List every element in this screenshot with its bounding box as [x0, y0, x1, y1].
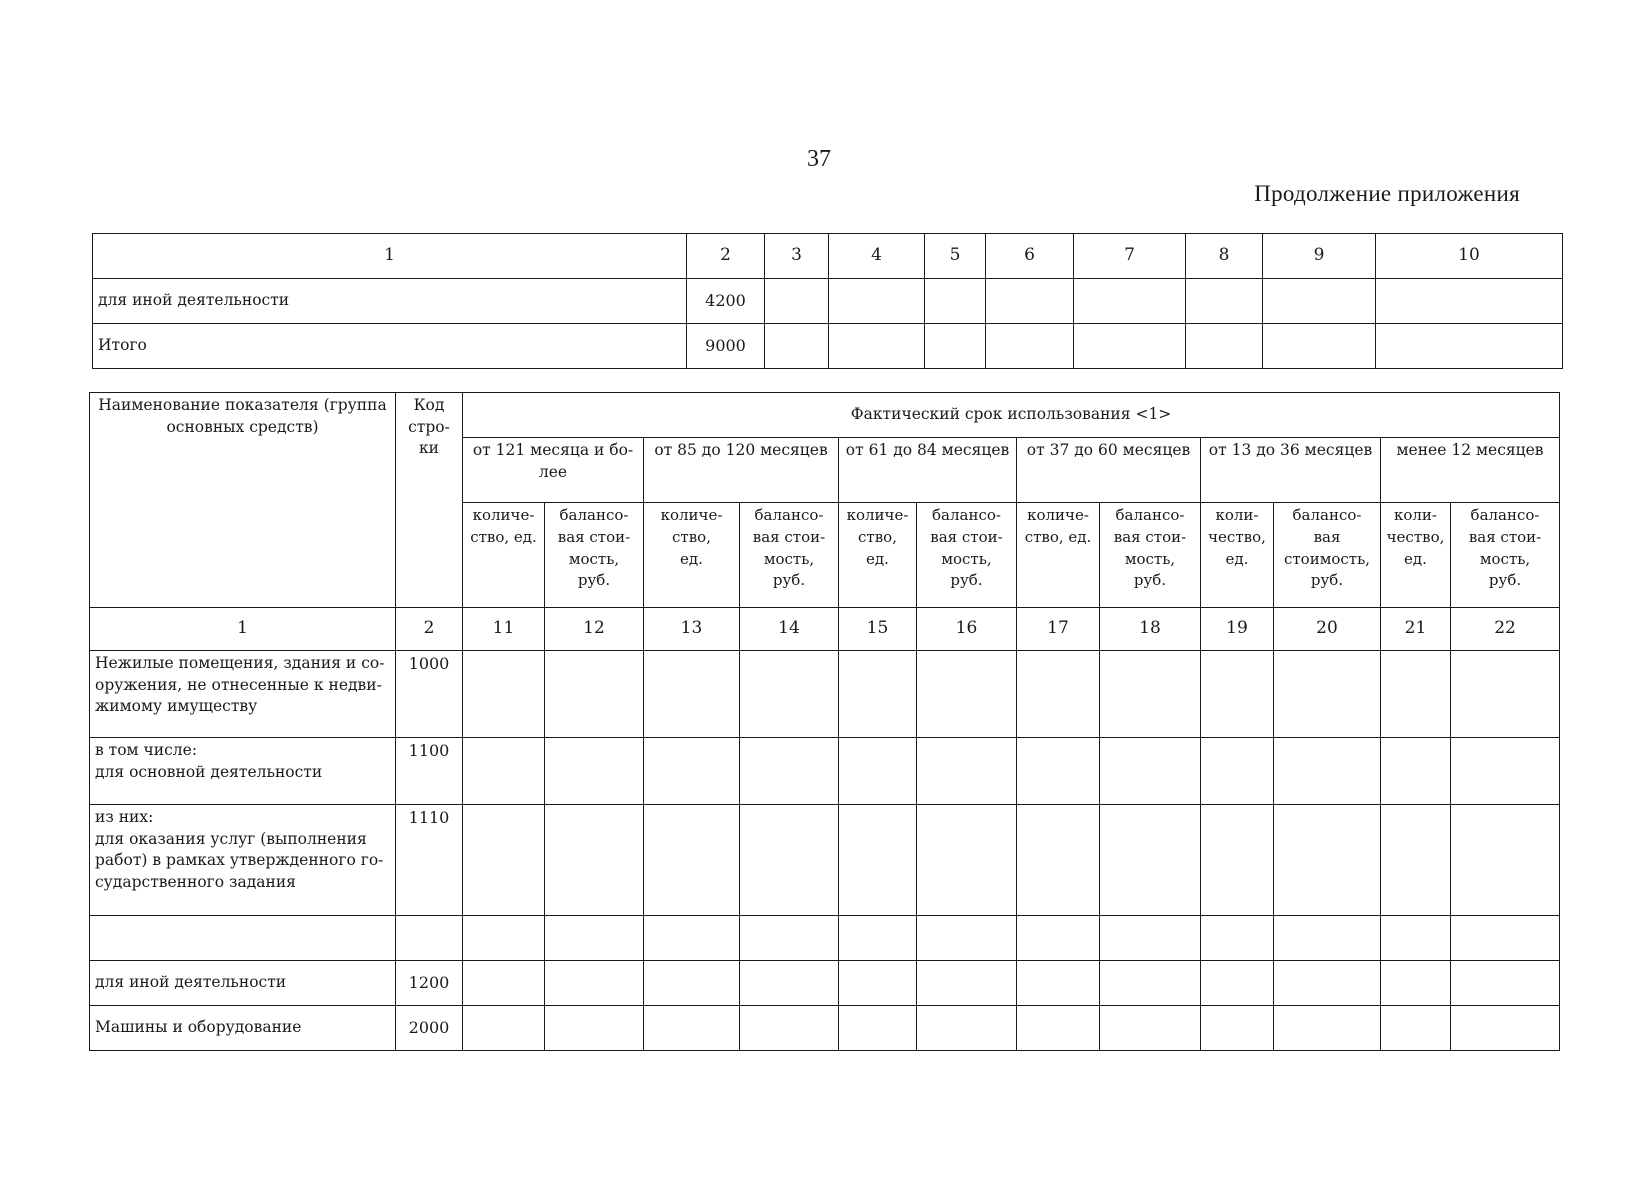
row-name: из них: для оказания услуг (выполнения работ) в рамках утвержденного го- сударственного задания	[90, 805, 396, 916]
empty-cell	[644, 738, 740, 805]
empty-cell	[1381, 651, 1451, 738]
top-col-number: 8	[1186, 234, 1263, 279]
empty-cell	[740, 961, 839, 1006]
empty-cell	[740, 1006, 839, 1051]
empty-cell	[545, 805, 644, 916]
empty-cell	[545, 738, 644, 805]
empty-cell	[545, 916, 644, 961]
quantity-header: количе- ство, ед.	[1017, 503, 1100, 608]
empty-cell	[463, 738, 545, 805]
empty-cell	[1381, 916, 1451, 961]
empty-cell	[740, 805, 839, 916]
empty-cell	[1017, 651, 1100, 738]
empty-cell	[463, 916, 545, 961]
col-number: 2	[396, 608, 463, 651]
col-number: 17	[1017, 608, 1100, 651]
book-value-header: балансо- вая стои- мость, руб.	[740, 503, 839, 608]
empty-cell	[463, 1006, 545, 1051]
empty-cell	[1451, 738, 1560, 805]
top-col-number: 3	[765, 234, 829, 279]
top-col-number: 2	[687, 234, 765, 279]
empty-cell	[1381, 961, 1451, 1006]
col-code-header: Код стро- ки	[396, 393, 463, 608]
empty-cell	[1451, 916, 1560, 961]
header-row-1	[90, 393, 1560, 438]
empty-cell	[1376, 324, 1563, 369]
empty-cell	[1376, 279, 1563, 324]
empty-cell	[1274, 651, 1381, 738]
column-numbers-row	[90, 608, 1560, 651]
empty-cell	[1381, 738, 1451, 805]
row-code: 9000	[687, 324, 765, 369]
col-number: 16	[917, 608, 1017, 651]
empty-cell	[1017, 1006, 1100, 1051]
book-value-header: балансо- вая стои- мость, руб.	[545, 503, 644, 608]
empty-cell	[839, 805, 917, 916]
row-name: Нежилые помещения, здания и со- оружения, не отнесенные к недви- жимому имуществу	[90, 651, 396, 738]
empty-cell	[1263, 279, 1376, 324]
page-number: 37	[807, 146, 831, 172]
empty-cell	[644, 651, 740, 738]
empty-cell	[740, 651, 839, 738]
empty-cell	[463, 961, 545, 1006]
empty-cell	[1274, 916, 1381, 961]
col-number: 19	[1201, 608, 1274, 651]
empty-cell	[740, 738, 839, 805]
empty-cell	[986, 324, 1074, 369]
top-table-header-row	[93, 234, 1563, 279]
row-code: 1200	[396, 961, 463, 1006]
table-row	[90, 916, 1560, 961]
quantity-header: коли- чество, ед.	[1201, 503, 1274, 608]
table-row	[93, 279, 1563, 324]
empty-cell	[1201, 651, 1274, 738]
empty-cell	[917, 805, 1017, 916]
empty-cell	[1074, 324, 1186, 369]
quantity-header: количе- ство, ед.	[644, 503, 740, 608]
empty-cell	[925, 324, 986, 369]
empty-cell	[839, 961, 917, 1006]
empty-cell	[1451, 805, 1560, 916]
empty-cell	[829, 324, 925, 369]
col-number: 1	[90, 608, 396, 651]
quantity-header: количе- ство, ед.	[839, 503, 917, 608]
empty-cell	[829, 279, 925, 324]
empty-cell	[986, 279, 1074, 324]
table-row	[90, 1006, 1560, 1051]
top-table	[92, 233, 1563, 369]
col-number: 14	[740, 608, 839, 651]
empty-cell	[1100, 1006, 1201, 1051]
row-name: для иной деятельности	[93, 279, 687, 324]
col-number: 18	[1100, 608, 1201, 651]
row-code: 4200	[687, 279, 765, 324]
top-col-number: 4	[829, 234, 925, 279]
empty-cell	[1263, 324, 1376, 369]
row-code: 1100	[396, 738, 463, 805]
row-code: 2000	[396, 1006, 463, 1051]
period-header: менее 12 месяцев	[1381, 438, 1560, 503]
empty-cell	[917, 651, 1017, 738]
empty-cell	[1074, 279, 1186, 324]
row-name	[90, 916, 396, 961]
col-number: 21	[1381, 608, 1451, 651]
empty-cell	[644, 1006, 740, 1051]
empty-cell	[1274, 961, 1381, 1006]
empty-cell	[1017, 805, 1100, 916]
empty-cell	[1451, 961, 1560, 1006]
row-name: в том числе: для основной деятельности	[90, 738, 396, 805]
table-row	[90, 651, 1560, 738]
empty-cell	[1201, 916, 1274, 961]
empty-cell	[644, 916, 740, 961]
top-col-number: 7	[1074, 234, 1186, 279]
empty-cell	[839, 651, 917, 738]
empty-cell	[1017, 961, 1100, 1006]
top-col-number: 10	[1376, 234, 1563, 279]
empty-cell	[839, 1006, 917, 1051]
usage-period-header: Фактический срок использования <1>	[463, 393, 1560, 438]
empty-cell	[1274, 738, 1381, 805]
empty-cell	[925, 279, 986, 324]
book-value-header: балансо- вая стоимость, руб.	[1274, 503, 1381, 608]
empty-cell	[1100, 916, 1201, 961]
empty-cell	[765, 279, 829, 324]
empty-cell	[740, 916, 839, 961]
top-col-number: 9	[1263, 234, 1376, 279]
top-col-number: 6	[986, 234, 1074, 279]
table-row	[90, 805, 1560, 916]
empty-cell	[644, 805, 740, 916]
col-number: 13	[644, 608, 740, 651]
empty-cell	[1274, 1006, 1381, 1051]
empty-cell	[1201, 1006, 1274, 1051]
book-value-header: балансо- вая стои- мость, руб.	[1451, 503, 1560, 608]
row-code: 1000	[396, 651, 463, 738]
empty-cell	[1381, 805, 1451, 916]
empty-cell	[917, 961, 1017, 1006]
empty-cell	[917, 1006, 1017, 1051]
row-code	[396, 916, 463, 961]
empty-cell	[545, 961, 644, 1006]
book-value-header: балансо- вая стои- мость, руб.	[1100, 503, 1201, 608]
empty-cell	[1381, 1006, 1451, 1051]
col-name-header: Наименование показателя (группа основных средств)	[90, 393, 396, 608]
empty-cell	[1201, 961, 1274, 1006]
continuation-label: Продолжение приложения	[1254, 181, 1520, 206]
col-number: 15	[839, 608, 917, 651]
empty-cell	[765, 324, 829, 369]
empty-cell	[1100, 961, 1201, 1006]
empty-cell	[545, 1006, 644, 1051]
period-header: от 121 месяца и бо- лее	[463, 438, 644, 503]
top-col-number: 1	[93, 234, 687, 279]
empty-cell	[1100, 651, 1201, 738]
empty-cell	[463, 651, 545, 738]
empty-cell	[1186, 324, 1263, 369]
table-row	[90, 961, 1560, 1006]
row-code: 1110	[396, 805, 463, 916]
empty-cell	[1017, 738, 1100, 805]
empty-cell	[1451, 1006, 1560, 1051]
empty-cell	[1100, 738, 1201, 805]
col-number: 11	[463, 608, 545, 651]
period-header: от 61 до 84 месяцев	[839, 438, 1017, 503]
table-row	[93, 324, 1563, 369]
row-name: для иной деятельности	[90, 961, 396, 1006]
empty-cell	[1017, 916, 1100, 961]
top-col-number: 5	[925, 234, 986, 279]
book-value-header: балансо- вая стои- мость, руб.	[917, 503, 1017, 608]
empty-cell	[545, 651, 644, 738]
row-name: Итого	[93, 324, 687, 369]
empty-cell	[463, 805, 545, 916]
quantity-header: количе- ство, ед.	[463, 503, 545, 608]
empty-cell	[1100, 805, 1201, 916]
empty-cell	[644, 961, 740, 1006]
empty-cell	[917, 916, 1017, 961]
empty-cell	[1274, 805, 1381, 916]
empty-cell	[917, 738, 1017, 805]
period-header: от 37 до 60 месяцев	[1017, 438, 1201, 503]
empty-cell	[839, 916, 917, 961]
empty-cell	[1451, 651, 1560, 738]
table-row	[90, 738, 1560, 805]
period-header: от 85 до 120 месяцев	[644, 438, 839, 503]
col-number: 12	[545, 608, 644, 651]
empty-cell	[839, 738, 917, 805]
empty-cell	[1201, 805, 1274, 916]
col-number: 22	[1451, 608, 1560, 651]
row-name: Машины и оборудование	[90, 1006, 396, 1051]
quantity-header: коли- чество, ед.	[1381, 503, 1451, 608]
empty-cell	[1186, 279, 1263, 324]
period-header: от 13 до 36 месяцев	[1201, 438, 1381, 503]
main-table	[89, 392, 1560, 1051]
empty-cell	[1201, 738, 1274, 805]
col-number: 20	[1274, 608, 1381, 651]
